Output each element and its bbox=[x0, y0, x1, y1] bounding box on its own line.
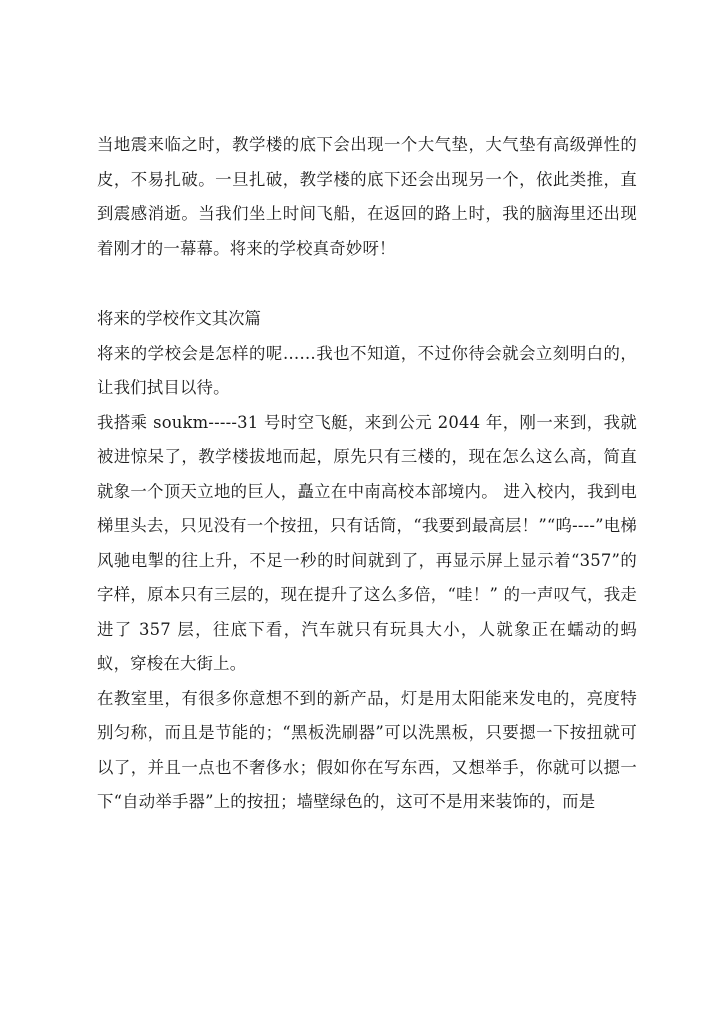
paragraph-intro: 将来的学校会是怎样的呢……我也不知道，不过你待会就会立刻明白的，让我们拭目以待。 bbox=[97, 343, 637, 397]
paragraph-time-ship: 我搭乘 soukm-----31 号时空飞艇，来到公元 2044 年，刚一来到，我就被进惊呆了，教学楼拔地而起，原先只有三楼的，现在怎么这么高，简直就象一个顶天立地的巨人，矗立在中南高校本部境内。 进入校内，我到电梯里头去，只见没有一个按扭，只有话筒，“我要到最高层！”“呜----”电梯风驰电掣的往上升，不足一秒的时间就到了，再显示屏上显示着“357”的字样，原本只有三层的，现在提升了这么多倍，“哇！” 的一声叹气，我走进了 357 层，往底下看，汽车就只有玩具大小，人就象正在蠕动的蚂蚁，穿梭在大街上。 bbox=[97, 412, 637, 673]
paragraph-gap bbox=[97, 266, 637, 302]
paragraph-earthquake-airbag: 当地震来临之时，教学楼的底下会出现一个大气垫，大气垫有高级弹性的皮，不易扎破。一旦扎破，教学楼的底下还会出现另一个，依此类推，直到震感消逝。当我们坐上时间飞船，在返回的路上时，我的脑海里还出现着刚才的一幕幕。将来的学校真奇妙呀！ bbox=[97, 135, 637, 258]
paragraph-classroom: 在教室里，有很多你意想不到的新产品，灯是用太阳能来发电的，亮度特别匀称，而且是节能的；“黑板洗刷器”可以洗黑板，只要摁一下按扭就可以了，并且一点也不奢侈水；假如你在写东西，又想举手，你就可以摁一下“自动举手器”上的按扭；墙壁绿色的，这可不是用来装饰的，而是 bbox=[97, 688, 637, 811]
essay-heading: 将来的学校作文其次篇 bbox=[97, 309, 261, 328]
document-page bbox=[97, 128, 637, 820]
